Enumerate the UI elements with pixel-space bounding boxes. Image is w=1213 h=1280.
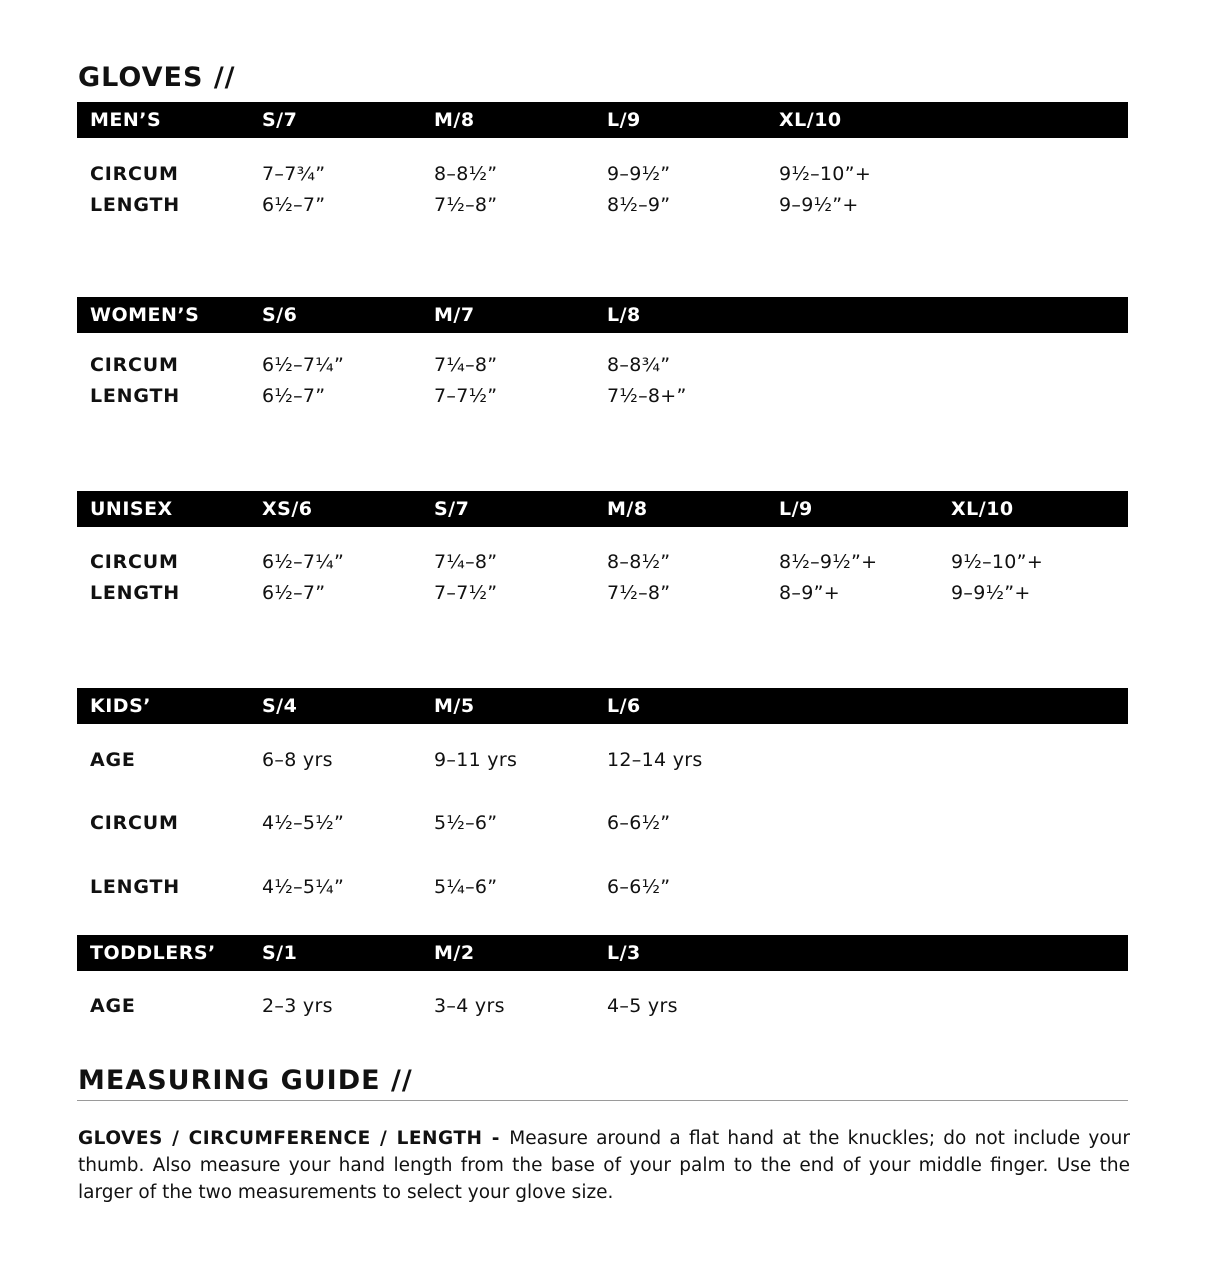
cell-value: 5¼–6” bbox=[434, 876, 498, 898]
cell-value: 7–7¾” bbox=[262, 163, 326, 185]
cell-value: 9–9½” bbox=[607, 163, 671, 185]
cell-value: 2–3 yrs bbox=[262, 995, 333, 1017]
table-row bbox=[77, 351, 1128, 379]
cell-value: 8–8½” bbox=[607, 551, 671, 573]
header-size: S/7 bbox=[434, 498, 470, 520]
header-size: M/5 bbox=[434, 695, 475, 717]
cell-value: 9–11 yrs bbox=[434, 749, 518, 771]
unisex-header-bar bbox=[77, 491, 1128, 527]
cell-value: 6½–7” bbox=[262, 582, 326, 604]
cell-value: 4½–5½” bbox=[262, 812, 345, 834]
kids-header-bar bbox=[77, 688, 1128, 724]
table-row bbox=[77, 873, 1128, 901]
table-row bbox=[77, 809, 1128, 837]
header-size: S/6 bbox=[262, 304, 298, 326]
cell-value: 4½–5¼” bbox=[262, 876, 345, 898]
cell-value: 7½–8+” bbox=[607, 385, 687, 407]
table-row bbox=[77, 382, 1128, 410]
cell-value: 4–5 yrs bbox=[607, 995, 678, 1017]
table-row bbox=[77, 548, 1128, 576]
cell-value: 7–7½” bbox=[434, 385, 498, 407]
row-label: AGE bbox=[90, 749, 136, 771]
cell-value: 12–14 yrs bbox=[607, 749, 703, 771]
header-size: M/7 bbox=[434, 304, 475, 326]
table-row bbox=[77, 160, 1128, 188]
cell-value: 8–8½” bbox=[434, 163, 498, 185]
row-label: LENGTH bbox=[90, 194, 180, 216]
measuring-guide-text bbox=[78, 1125, 1130, 1206]
cell-value: 3–4 yrs bbox=[434, 995, 505, 1017]
cell-value: 6½–7¼” bbox=[262, 354, 345, 376]
header-category: UNISEX bbox=[90, 498, 173, 520]
header-size: L/6 bbox=[607, 695, 641, 717]
cell-value: 7¼–8” bbox=[434, 551, 498, 573]
toddlers-header-bar bbox=[77, 935, 1128, 971]
cell-value: 9½–10”+ bbox=[779, 163, 872, 185]
header-size: M/2 bbox=[434, 942, 475, 964]
divider bbox=[77, 1100, 1128, 1101]
cell-value: 5½–6” bbox=[434, 812, 498, 834]
header-category: WOMEN’S bbox=[90, 304, 200, 326]
measuring-guide-title: MEASURING GUIDE // bbox=[78, 1065, 413, 1096]
row-label: CIRCUM bbox=[90, 551, 179, 573]
header-size: L/9 bbox=[779, 498, 813, 520]
header-size: S/1 bbox=[262, 942, 298, 964]
header-size: L/9 bbox=[607, 109, 641, 131]
table-row bbox=[77, 992, 1128, 1020]
header-size: M/8 bbox=[434, 109, 475, 131]
cell-value: 6–8 yrs bbox=[262, 749, 333, 771]
cell-value: 8–8¾” bbox=[607, 354, 671, 376]
cell-value: 8½–9” bbox=[607, 194, 671, 216]
cell-value: 9–9½”+ bbox=[951, 582, 1031, 604]
row-label: LENGTH bbox=[90, 876, 180, 898]
header-size: M/8 bbox=[607, 498, 648, 520]
header-size: XS/6 bbox=[262, 498, 313, 520]
header-category: KIDS’ bbox=[90, 695, 151, 717]
cell-value: 6–6½” bbox=[607, 876, 671, 898]
header-category: MEN’S bbox=[90, 109, 162, 131]
row-label: CIRCUM bbox=[90, 812, 179, 834]
row-label: CIRCUM bbox=[90, 163, 179, 185]
row-label: AGE bbox=[90, 995, 136, 1017]
cell-value: 9–9½”+ bbox=[779, 194, 859, 216]
table-row bbox=[77, 191, 1128, 219]
row-label: LENGTH bbox=[90, 385, 180, 407]
header-size: XL/10 bbox=[951, 498, 1014, 520]
cell-value: 6½–7¼” bbox=[262, 551, 345, 573]
header-category: TODDLERS’ bbox=[90, 942, 216, 964]
cell-value: 6½–7” bbox=[262, 194, 326, 216]
header-size: XL/10 bbox=[779, 109, 842, 131]
table-row bbox=[77, 746, 1128, 774]
header-size: S/4 bbox=[262, 695, 298, 717]
header-size: S/7 bbox=[262, 109, 298, 131]
header-size: L/8 bbox=[607, 304, 641, 326]
row-label: CIRCUM bbox=[90, 354, 179, 376]
cell-value: 7½–8” bbox=[434, 194, 498, 216]
guide-body: Measure around a flat hand at the knuckles; do not include your thumb. Also measure your hand length from the base of your palm to the end of your middle finger. Use the larger of the two measurements to select your glove size. bbox=[78, 1128, 1130, 1203]
cell-value: 8–9”+ bbox=[779, 582, 840, 604]
page-title: GLOVES // bbox=[78, 62, 236, 93]
womens-header-bar bbox=[77, 297, 1128, 333]
header-size: L/3 bbox=[607, 942, 641, 964]
cell-value: 9½–10”+ bbox=[951, 551, 1044, 573]
cell-value: 6½–7” bbox=[262, 385, 326, 407]
cell-value: 7–7½” bbox=[434, 582, 498, 604]
row-label: LENGTH bbox=[90, 582, 180, 604]
guide-lead: GLOVES / CIRCUMFERENCE / LENGTH - bbox=[78, 1128, 510, 1149]
cell-value: 7¼–8” bbox=[434, 354, 498, 376]
cell-value: 8½–9½”+ bbox=[779, 551, 878, 573]
cell-value: 7½–8” bbox=[607, 582, 671, 604]
table-row bbox=[77, 579, 1128, 607]
mens-header-bar bbox=[77, 102, 1128, 138]
cell-value: 6–6½” bbox=[607, 812, 671, 834]
